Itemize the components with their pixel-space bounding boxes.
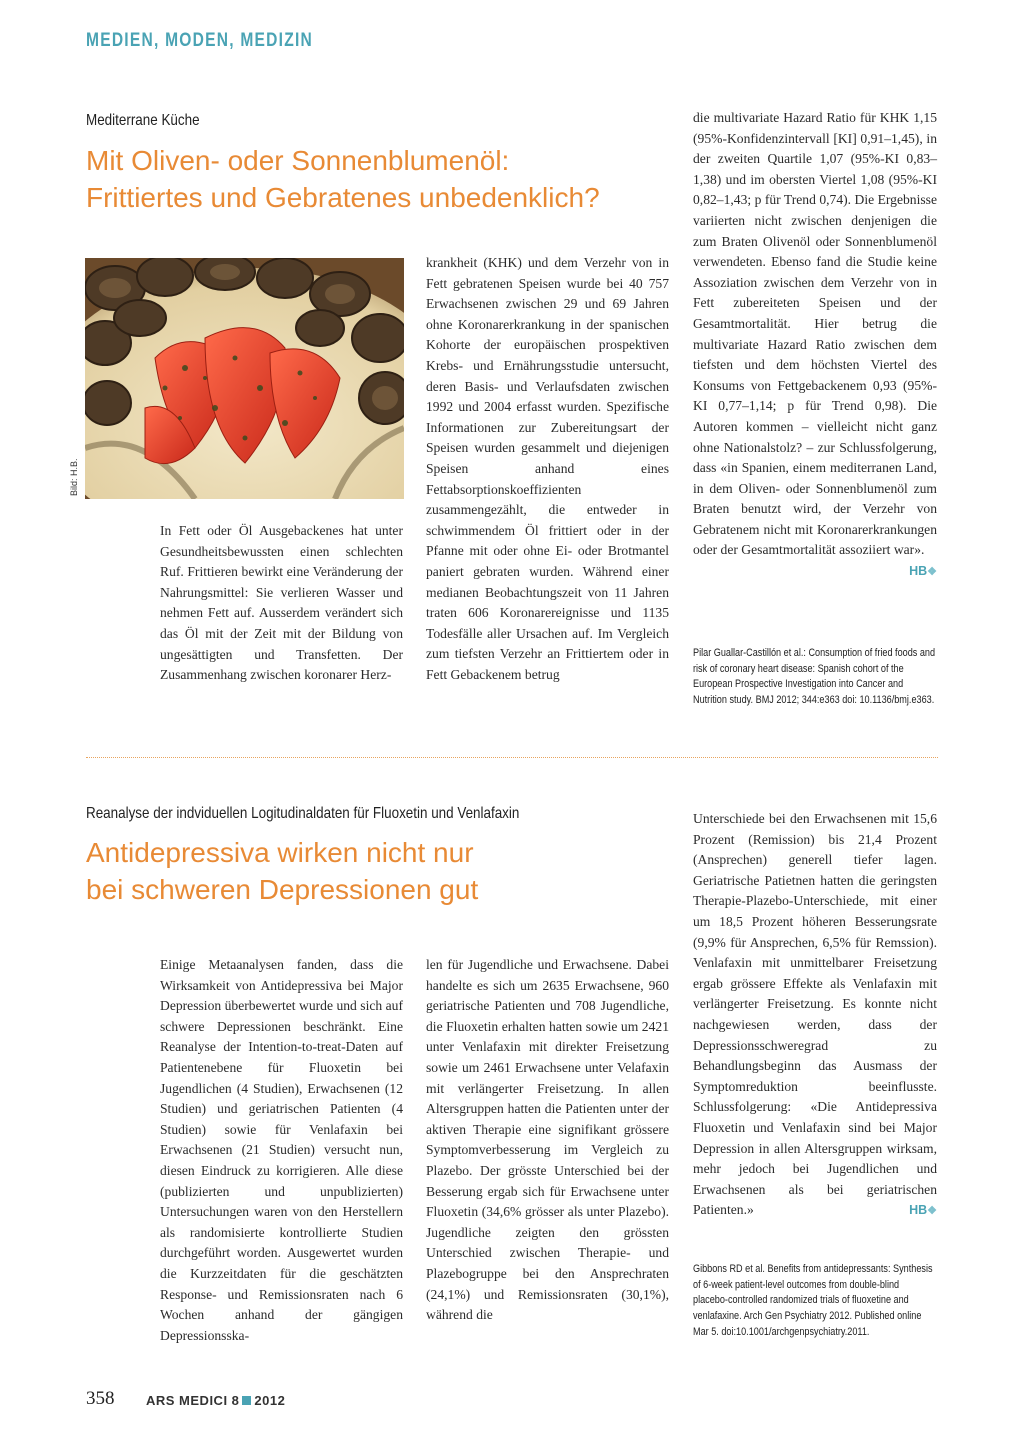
article2-col2-text: len für Jugendliche und Erwachsene. Dabei handelte es sich um 2635 Erwachsene, 960 geriatrische Patienten und 708 Jugendliche, die Fluoxetin erhalten hatten sowie um 2421 unter Venlafaxin mit direkter Freisetzung sowie um 2461 Erwachsene unter Velafaxin mit verlängerter Freisetzung. In allen Altersgruppen hatten die Patienten unter der aktiven Therapie eine signifikant grössere Symptomverbesserung im Vergleich zu Plazebo. Der grösste Unterschied bei der Besserung ergab sich für Erwachsene unter Fluoxetin (34,6% grösser als unter Plazebo). Jugendliche zeigten den grössten Unterschied zwischen Therapie- und Plazebogruppe bei den Ansprechraten (24,1%) und Remissionsraten (30,1%), während die [426,957,669,1323]
section-header: MEDIEN, MODEN, MEDIZIN [86,30,314,51]
article1-column-3 [693,108,937,583]
food-photo [85,258,404,499]
food-photo-illustration [85,258,404,499]
article1-col1-text: In Fett oder Öl Ausgebackenes hat unter Gesundheitsbewussten einen schlechten Ruf. Frittieren bewirkt eine Veränderung der Nahrungsmittel: Sie verlieren Wasser und nehmen Fett auf. Ausserdem verändert sich das Öl mit der Zeit mit der Bildung von ungesättigten und Transfetten. Der Zusammenhang zwischen koronarer Herz- [160,523,403,683]
article1-headline-line2: Frittiertes und Gebratenes unbedenklich? [86,182,600,213]
article1-col3-text: die multivariate Hazard Ratio für KHK 1,15 (95%-Konfidenzintervall [KI] 0,91–1,45), in der zweiten Quartile 1,07 (95%-KI 0,83–1,38) und im obersten Viertel 1,08 (95%-KI 0,82–1,43; p für Trend 0,74). Die Ergebnisse variierten nicht zwischen denjenigen die zum Braten Olivenöl oder Sonnenblumenöl verwendeten. Ebenso fand die Studie keine Assoziation zwischen dem Verzehr von in Fett zubereiteten Speisen und der Gesamtmortalität. Hier betrug die multivariate Hazard Ratio zwischen dem tiefsten und dem höchsten Viertel des Konsums von Fettgebackenem 0,93 (95%-KI 0,77–1,14; p für Trend 0,98). Die Autoren kommen – vielleicht nicht ganz ohne Nationalstolz? – zur Schlussfolgerung, dass «in Spanien, einem mediterranen Land, in dem Oliven- oder Sonnenblumenöl zum Braten benutzt wird, der Verzehr von Gebratenem nicht mit Koronarerkrankungen oder der Gesamtmortalität assoziiert war». [693,110,937,558]
article2-col1-text: Einige Metaanalysen fanden, dass die Wirksamkeit von Antidepressiva bei Major Depression überbewertet wurde und sich auf schwere Depressionen beschränkt. Eine Reanalyse der Intention-to-treat-Daten auf Patientenebene für Fluoxetin bei Jugendlichen (4 Studien), Erwachsenen (12 Studien) und geriatrischen Patienten (4 Studien) sowie für Venlafaxin bei Erwachsenen (21 Studien) versucht nun, diesen Eindruck zu korrigieren. Alle diese (publizierten und unpublizierten) Untersuchungen waren von den Herstellern als randomisierte kontrollierte Studien durchgeführt worden. Ausgewertet wurden die Kurzzeitdaten für die geschätzten Response- und Remissionsraten nach 6 Wochen anhand der gängigen Depressionsska- [160,957,403,1343]
article2-headline-line1: Antidepressiva wirken nicht nur [86,837,474,868]
magazine-issue [146,1393,285,1408]
diamond-icon: ❖ [927,566,937,579]
article1-headline-line1: Mit Oliven- oder Sonnenblumenöl: [86,145,510,176]
article2-column-2 [426,955,669,1326]
article2-col3-text: Unterschiede bei den Erwachsenen mit 15,6 Prozent (Remission) bis 21,4 Prozent (Ansprechen) generell tiefer lagen. Geriatrische Patietnen hatten die geringsten Therapie-Plazebo-Unterschiede, mit einer um 18,5 Prozent höheren Besserungsrate (9,9% für Ansprechen, 6,5% für Remssion). Venlafaxin mit unmittelbarer Freisetzung ergab grössere Effekte als Venlafaxin mit verlängerter Freisetzung. Es konnte nicht nachgewiesen werden, dass der Depressionsschweregrad zu Behandlungsbeginn das Ausmass der Symptomreduktion beeinflusste. Schlussfolgerung: «Die Antidepressiva Fluoxetin und Venlafaxin sind bei Major Depression in allen Altersgruppen wirksam, mehr jedoch bei Jugendlichen und Erwachsenen als bei geriatrischen Patienten.» [693,811,937,1218]
diamond-icon: ❖ [927,1205,937,1218]
article1-col2-text: krankheit (KHK) und dem Verzehr von in Fett gebratenen Speisen wurde bei 40 757 Erwachsenen zwischen 29 und 69 Jahren ohne Koronarerkrankung in der spanischen Kohorte der europäischen prospektiven Krebs- und Ernährungsstudie untersucht, deren Basis- und Verlaufsdaten zwischen 1992 und 2004 erfasst wurden. Spezifische Informationen zur Zubereitungsart der Speisen wurden gesammelt und diejenigen Speisen anhand eines Fettabsorptionskoeffizienten zusammengezählt, die entweder in schwimmendem Öl frittiert oder in der Pfanne mit oder ohne Ei- oder Brotmantel paniert gebraten wurden. Während einer medianen Beobachtungszeit von 11 Jahren traten 606 Koronarereignisse und 1135 Todesfälle aller Ursachen auf. Im Vergleich zum tiefsten Verzehr an Frittiertem oder in Fett Gebackenem betrug [426,255,669,682]
magazine-year: 2012 [254,1393,286,1408]
article1-headline [86,142,600,216]
article2-headline-line2: bei schweren Depressionen gut [86,874,479,905]
photo-credit: Bild: H.B. [69,458,79,496]
page-number: 358 [86,1388,115,1409]
article-divider [86,757,938,758]
magazine-name: ARS MEDICI 8 [146,1393,240,1408]
article1-column-1 [160,521,403,686]
article1-signature: HB❖ [909,564,937,579]
article2-column-3 [693,809,937,1222]
article2-headline [86,834,478,908]
article1-column-2 [426,253,669,685]
article2-kicker: Reanalyse der indviduellen Logitudinaldaten für Fluoxetin und Venlafaxin [86,805,520,822]
article2-signature: HB❖ [909,1203,937,1218]
article2-column-1 [160,955,403,1346]
article2-reference: Gibbons RD et al. Benefits from antidepressants: Synthesis of 6-week patient-level outcomes from double-blind placebo-controlled randomized trials of fluoxetine and venlafaxine. Arch Gen Psychiatry 2012. Published online Mar 5. doi:10.1001/archgenpsychiatry.2011. [693,1263,933,1338]
article1-reference: Pilar Guallar-Castillón et al.: Consumption of fried foods and risk of coronary heart disease: Spanish cohort of the European Prospective Investigation into Cancer and Nutrition study. BMJ 2012; 344:e363 doi: 10.1136/bmj.e363. [693,647,936,707]
square-icon [242,1396,251,1405]
article1-kicker: Mediterrane Küche [86,112,200,129]
